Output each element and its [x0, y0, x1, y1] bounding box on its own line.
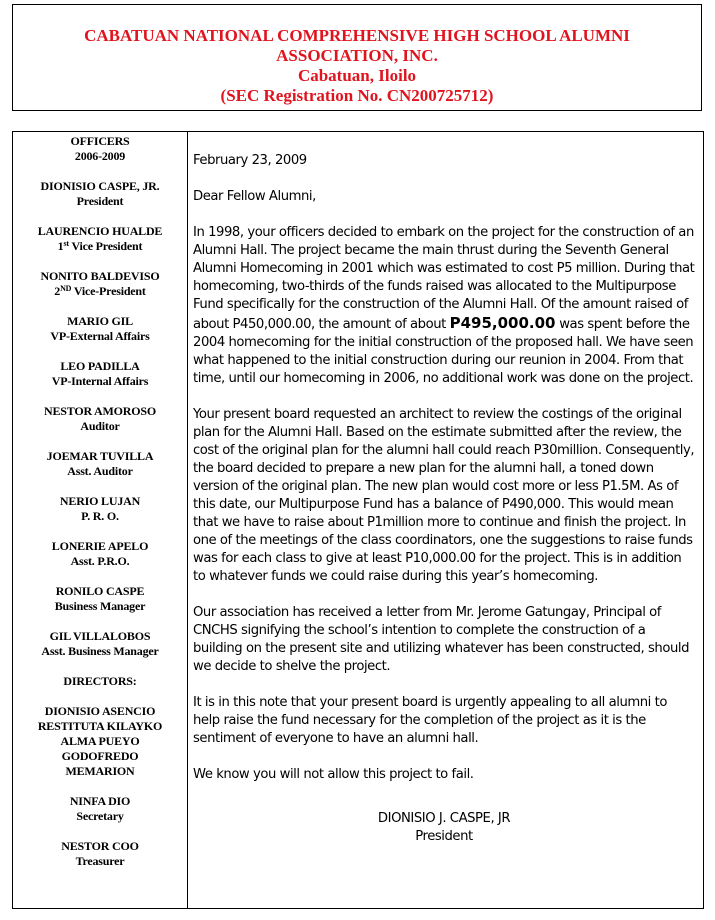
- officer-name: JOEMAR TUVILLA: [46, 449, 154, 463]
- officer-name: NESTOR COO: [61, 839, 139, 853]
- paragraph-appeal: It is in this note that your present board is urgently appealing to all alumni to help raise the fund necessary for the completion of the project as it is the sentiment of everyone to have an alumni hall.: [193, 695, 667, 746]
- officer-title: Business Manager: [54, 599, 146, 613]
- ordinal-number: 2: [54, 284, 61, 298]
- officer-title: President: [76, 194, 124, 208]
- director-name: ALMA PUEYO: [60, 734, 140, 748]
- officer-title: Auditor: [80, 419, 120, 433]
- emphasized-amount: P495,000.00: [449, 314, 556, 332]
- officers-title: OFFICERS: [70, 134, 130, 148]
- officer-name: NERIO LUJAN: [59, 494, 141, 508]
- officer-name: RONILO CASPE: [55, 584, 145, 598]
- letter-content: [188, 132, 703, 908]
- officer-entry: [13, 404, 187, 434]
- officers-heading: [13, 134, 187, 164]
- ordinal-suffix: ND: [60, 284, 72, 293]
- officer-title: [13, 284, 187, 299]
- officer-entry: [13, 629, 187, 659]
- signatory-name: DIONISIO J. CASPE, JR: [377, 811, 511, 826]
- officer-name: NINFA DIO: [69, 794, 131, 808]
- signatory-title: President: [415, 829, 473, 844]
- officer-title: VP-External Affairs: [50, 329, 150, 343]
- organization-name-line2: ASSOCIATION, INC.: [276, 46, 438, 65]
- paragraph-text: In 1998, your officers decided to embark on the project for the construction of an Alumni Hall. The project became the main thrust during the Seventh General Alumni Homecoming in 2001 which was estimated to cost P5 million. During that homecoming, two-thirds of the funds raised was allocated to the Multipurpose Fund specifically for the construction of the Alumni Hall. Of the amount raised of about P450,000.00, the amount of about: [193, 225, 695, 332]
- director-name: GODOFREDO: [61, 749, 139, 763]
- officer-title: Asst. P.R.O.: [70, 554, 130, 568]
- letter-salutation: Dear Fellow Alumni,: [193, 189, 316, 204]
- officer-title: Asst. Business Manager: [41, 644, 159, 658]
- organization-location: Cabatuan, Iloilo: [297, 66, 417, 85]
- officer-name: MARIO GIL: [67, 314, 133, 328]
- officer-entry: [13, 269, 187, 299]
- officer-entry: [13, 794, 187, 824]
- officer-title: Asst. Auditor: [67, 464, 133, 478]
- directors-heading: [13, 674, 187, 689]
- paragraph-text: was spent before the 2004 homecoming for the initial construction of the proposed hall. We have seen what happened to the initial construction during our reunion in 2004. From that time, until our homecoming in 2006, no additional work was done on the project.: [193, 317, 694, 386]
- letter-body-table: [12, 131, 704, 909]
- paragraph-closing: We know you will not allow this project to fail.: [193, 767, 474, 782]
- director-name: RESTITUTA KILAYKO: [37, 719, 163, 733]
- officer-title: [13, 239, 187, 254]
- officer-entry: [13, 584, 187, 614]
- paragraph-history: [193, 224, 695, 388]
- letter-date: February 23, 2009: [193, 153, 307, 168]
- signature-block: [193, 810, 695, 846]
- sec-registration: (SEC Registration No. CN200725712): [220, 86, 494, 105]
- director-name: MEMARION: [65, 764, 135, 778]
- officer-entry: [13, 224, 187, 254]
- officers-term: 2006-2009: [74, 149, 126, 163]
- director-name: DIONISIO ASENCIO: [44, 704, 156, 718]
- officer-entry: [13, 839, 187, 869]
- officer-name: LAURENCIO HUALDE: [37, 224, 163, 238]
- ordinal-number: 1: [57, 239, 64, 253]
- officer-name: LEO PADILLA: [60, 359, 140, 373]
- officers-sidebar: [13, 132, 188, 908]
- officer-entry: [13, 314, 187, 344]
- officer-name: DIONISIO CASPE, JR.: [40, 179, 160, 193]
- paragraph-school-letter: Our association has received a letter from Mr. Jerome Gatungay, Principal of CNCHS signifying the school’s intention to complete the construction of a building on the present site and utilizing whatever has been constructed, should we decide to shelve the project.: [193, 605, 689, 674]
- directors-list: [13, 704, 187, 779]
- letterhead: [12, 4, 702, 111]
- officer-entry: [13, 494, 187, 524]
- ordinal-suffix: st: [63, 239, 69, 248]
- officer-name: GIL VILLALOBOS: [49, 629, 151, 643]
- officer-title-rest: Vice-President: [71, 284, 146, 298]
- officer-title: P. R. O.: [81, 509, 119, 523]
- officer-name: NONITO BALDEVISO: [40, 269, 160, 283]
- directors-title: DIRECTORS:: [63, 674, 137, 688]
- officer-name: NESTOR AMOROSO: [43, 404, 156, 418]
- organization-name-line1: CABATUAN NATIONAL COMPREHENSIVE HIGH SCHOOL ALUMNI: [84, 26, 630, 45]
- paragraph-costing: Your present board requested an architect to review the costings of the original plan for the Alumni Hall. Based on the estimate submitted after the review, the cost of the original plan for the alumni hall could reach P30million. Consequently, the board decided to prepare a new plan for the alumni hall, a toned down version of the original plan. The new plan would cost more or less P1.5M. As of this date, our Multipurpose Fund has a balance of P490,000. This would mean that we have to raise about P1million more to continue and finish the project. In one of the meetings of the class coordinators, one the suggestions to raise funds was for each class to give at least P10,000.00 for the project. This is in addition to whatever funds we could raise during this year’s homecoming.: [193, 407, 695, 584]
- officer-name: LONERIE APELO: [51, 539, 149, 553]
- officer-title: Secretary: [76, 809, 124, 823]
- officer-title-rest: Vice President: [68, 239, 143, 253]
- officer-entry: [13, 179, 187, 209]
- officer-title: VP-Internal Affairs: [51, 374, 149, 388]
- officer-entry: [13, 359, 187, 389]
- officer-title: Treasurer: [75, 854, 125, 868]
- officer-entry: [13, 539, 187, 569]
- officer-entry: [13, 449, 187, 479]
